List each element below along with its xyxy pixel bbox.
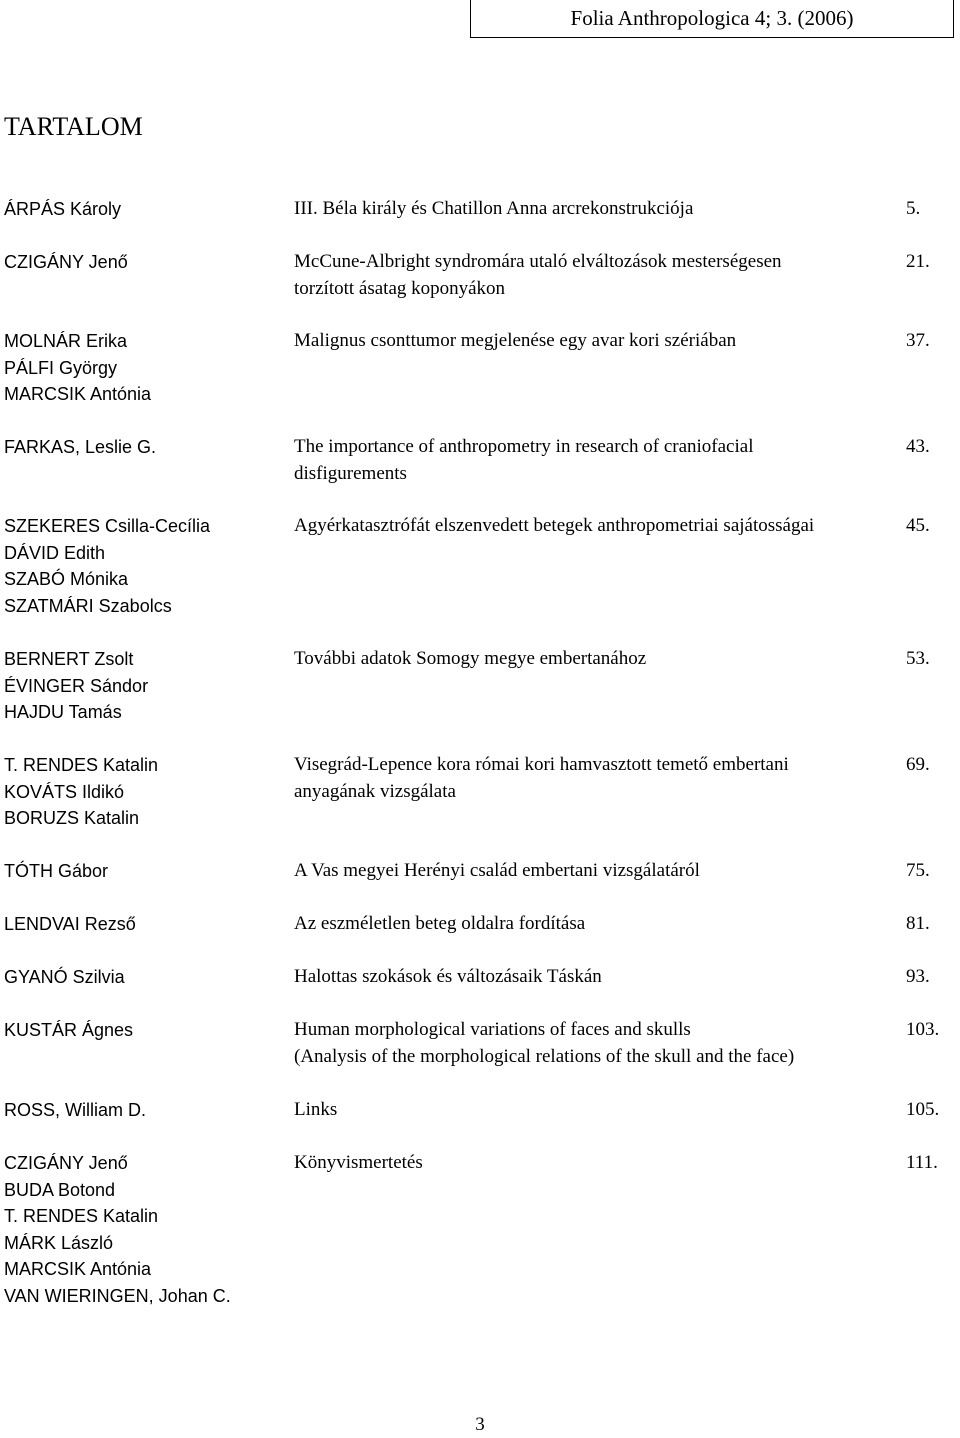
entry-page: 21. xyxy=(906,251,930,272)
entry-authors xyxy=(4,249,289,276)
author-name: KUSTÁR Ágnes xyxy=(4,1020,134,1040)
title-line: McCune-Albright syndromára utaló elváltozások mesterségesen xyxy=(294,251,782,272)
author-name: BORUZS Katalin xyxy=(4,808,140,828)
entry-title xyxy=(294,513,899,540)
entry-page: 103. xyxy=(906,1019,940,1040)
entry-authors xyxy=(4,513,289,619)
title-line: A Vas megyei Herényi család embertani vizsgálatáról xyxy=(294,860,700,881)
entry-page: 37. xyxy=(906,330,930,351)
journal-header: Folia Anthropologica 4; 3. (2006) xyxy=(470,0,954,38)
entry-page: 5. xyxy=(906,198,921,219)
author-name: BUDA Botond xyxy=(4,1179,116,1200)
author-name: FARKAS, Leslie G. xyxy=(4,437,157,457)
entry-title xyxy=(294,249,899,302)
entry-authors xyxy=(4,964,289,991)
title-line: További adatok Somogy megye embertanához xyxy=(294,648,647,669)
author-name: KOVÁTS Ildikó xyxy=(4,781,125,802)
entry-authors xyxy=(4,1017,289,1044)
title-line: Human morphological variations of faces and skulls xyxy=(294,1019,691,1040)
entry-authors xyxy=(4,911,289,938)
title-line: torzított ásatag koponyákon xyxy=(294,277,506,299)
author-name: MÁRK László xyxy=(4,1232,114,1253)
title-line: The importance of anthropometry in research of craniofacial xyxy=(294,436,754,457)
entry-title xyxy=(294,1017,899,1070)
entry-page: 81. xyxy=(906,913,930,934)
author-name: LENDVAI Rezső xyxy=(4,914,136,934)
title-line: anyagának vizsgálata xyxy=(294,780,456,802)
entry-page: 111. xyxy=(906,1152,938,1173)
entry-title xyxy=(294,1097,899,1124)
toc-title: TARTALOM xyxy=(4,112,143,141)
entry-title xyxy=(294,752,899,805)
title-line: Az eszméletlen beteg oldalra fordítása xyxy=(294,913,586,934)
author-name: HAJDU Tamás xyxy=(4,702,122,722)
title-line: III. Béla király és Chatillon Anna arcrekonstrukciója xyxy=(294,198,694,219)
entry-authors xyxy=(4,752,289,832)
entry-page: 43. xyxy=(906,436,930,457)
title-line: Agyérkatasztrófát elszenvedett betegek anthropometriai sajátosságai xyxy=(294,515,815,536)
entry-title xyxy=(294,911,899,938)
entry-title xyxy=(294,1150,899,1177)
author-name: MOLNÁR Erika xyxy=(4,331,128,351)
author-name: PÁLFI György xyxy=(4,357,118,378)
author-name: TÓTH Gábor xyxy=(4,861,109,881)
author-name: CZIGÁNY Jenő xyxy=(4,252,128,272)
page-number: 3 xyxy=(475,1414,485,1435)
author-name: BERNERT Zsolt xyxy=(4,649,134,669)
entry-authors xyxy=(4,858,289,885)
title-line: Könyvismertetés xyxy=(294,1152,423,1173)
author-name: DÁVID Edith xyxy=(4,542,106,563)
entry-title xyxy=(294,646,899,673)
author-name: T. RENDES Katalin xyxy=(4,1206,159,1226)
title-line: Malignus csonttumor megjelenése egy avar kori szériában xyxy=(294,330,737,351)
title-line: (Analysis of the morphological relations of the skull and the face) xyxy=(294,1045,795,1067)
author-name: SZEKERES Csilla-Cecília xyxy=(4,516,211,536)
entry-page: 69. xyxy=(906,754,930,775)
entry-page: 105. xyxy=(906,1099,940,1120)
entry-page: 45. xyxy=(906,515,930,536)
entry-authors xyxy=(4,328,289,408)
author-name: ÁRPÁS Károly xyxy=(4,199,122,219)
entry-page: 53. xyxy=(906,648,930,669)
title-line: disfigurements xyxy=(294,462,407,484)
entry-authors xyxy=(4,434,289,461)
entry-authors xyxy=(4,196,289,223)
entry-title xyxy=(294,328,899,355)
entry-title xyxy=(294,858,899,885)
entry-title xyxy=(294,964,899,991)
title-line: Links xyxy=(294,1099,338,1120)
author-name: SZABÓ Mónika xyxy=(4,569,129,589)
entry-title xyxy=(294,196,899,223)
entry-authors xyxy=(4,1150,289,1309)
entry-authors xyxy=(4,1097,289,1124)
author-name: ROSS, William D. xyxy=(4,1100,147,1120)
entry-page: 75. xyxy=(906,860,930,881)
author-name: T. RENDES Katalin xyxy=(4,755,159,775)
author-name: ÉVINGER Sándor xyxy=(4,675,149,696)
title-line: Halottas szokások és változásaik Táskán xyxy=(294,966,602,987)
title-line: Visegrád-Lepence kora római kori hamvasztott temető embertani xyxy=(294,754,789,775)
author-name: SZATMÁRI Szabolcs xyxy=(4,595,172,616)
entry-authors xyxy=(4,646,289,726)
entry-page: 93. xyxy=(906,966,930,987)
author-name: MARCSIK Antónia xyxy=(4,1259,152,1279)
entry-title xyxy=(294,434,899,487)
author-name: GYANÓ Szilvia xyxy=(4,967,125,987)
author-name: MARCSIK Antónia xyxy=(4,384,152,404)
author-name: CZIGÁNY Jenő xyxy=(4,1153,128,1173)
author-name: VAN WIERINGEN, Johan C. xyxy=(4,1285,231,1306)
